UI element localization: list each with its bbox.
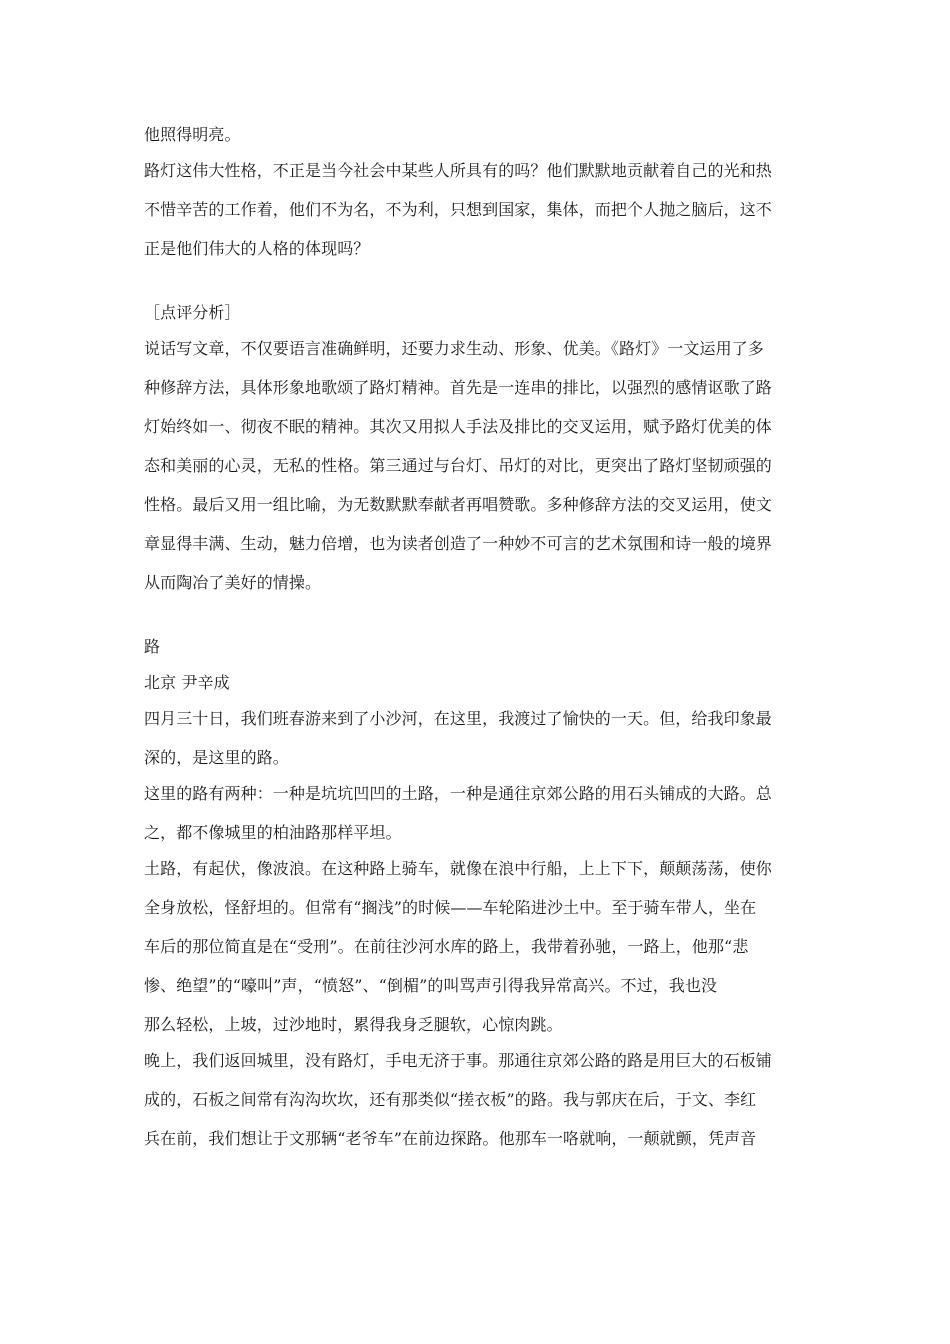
text-line: 灯始终如一、彻夜不眠的精神。其次又用拟人手法及排比的交叉运用，赋予路灯优美的体	[144, 417, 772, 436]
text-line: 全身放松，怪舒坦的。但常有“搁浅”的时候——车轮陷进沙土中。至于骑车带人，坐在	[144, 898, 757, 917]
text-line: 正是他们伟大的人格的体现吗？	[144, 239, 370, 258]
text-line: 路灯这伟大性格，不正是当今社会中某些人所具有的吗？他们默默地贡献着自己的光和热	[144, 161, 772, 180]
text-line: 深的，是这里的路。	[144, 748, 289, 767]
text-line: 土路，有起伏，像波浪。在这种路上骑车，就像在浪中行船，上上下下，颠颠荡荡，使你	[144, 859, 772, 878]
text-line: 从而陶冶了美好的情操。	[144, 573, 322, 592]
text-line: 他照得明亮。	[144, 125, 241, 144]
text-line: 成的，石板之间常有沟沟坎坎，还有那类似“搓衣板”的路。我与郭庆在后，于文、李红	[144, 1090, 757, 1109]
section-heading: ［点评分析］	[144, 303, 241, 322]
text-line: 态和美丽的心灵，无私的性格。第三通过与台灯、吊灯的对比，更突出了路灯坚韧顽强的	[144, 456, 772, 475]
text-line: 四月三十日，我们班春游来到了小沙河，在这里，我渡过了愉快的一天。但，给我印象最	[144, 709, 772, 728]
text-line: 那么轻松，上坡，过沙地时，累得我身乏腿软，心惊肉跳。	[144, 1015, 563, 1034]
text-line: 这里的路有两种：一种是坑坑凹凹的土路，一种是通往京郊公路的用石头铺成的大路。总	[144, 784, 772, 803]
text-line: 晚上，我们返回城里，没有路灯，手电无济于事。那通往京郊公路的路是用巨大的石板铺	[144, 1051, 772, 1070]
text-line: 车后的那位简直是在“受刑”。在前往沙河水库的路上，我带着孙驰，一路上，他那“悲	[144, 937, 749, 956]
text-line: 兵在前，我们想让于文那辆“老爷车”在前边探路。他那车一咯就响，一颠就颤，凭声音	[144, 1129, 757, 1148]
text-line: 之，都不像城里的柏油路那样平坦。	[144, 823, 402, 842]
text-line: 不惜辛苦的工作着，他们不为名，不为利，只想到国家，集体，而把个人抛之脑后，这不	[144, 200, 772, 219]
text-line: 章显得丰满、生动，魅力倍增，也为读者创造了一种妙不可言的艺术氛围和诗一般的境界	[144, 534, 772, 553]
article-author: 北京 尹辛成	[144, 673, 230, 692]
text-line: 种修辞方法，具体形象地歌颂了路灯精神。首先是一连串的排比，以强烈的感情讴歌了路	[144, 378, 772, 397]
text-line: 性格。最后又用一组比喻，为无数默默奉献者再唱赞歌。多种修辞方法的交叉运用，使文	[144, 495, 772, 514]
document-page	[144, 125, 810, 1149]
text-line: 惨、绝望”的“嚎叫”声，“愤怒”、“倒楣”的叫骂声引得我异常高兴。不过，我也没	[144, 976, 718, 995]
article-title: 路	[144, 637, 161, 656]
text-line: 说话写文章，不仅要语言准确鲜明，还要力求生动、形象、优美。《路灯》一文运用了多	[144, 339, 764, 358]
